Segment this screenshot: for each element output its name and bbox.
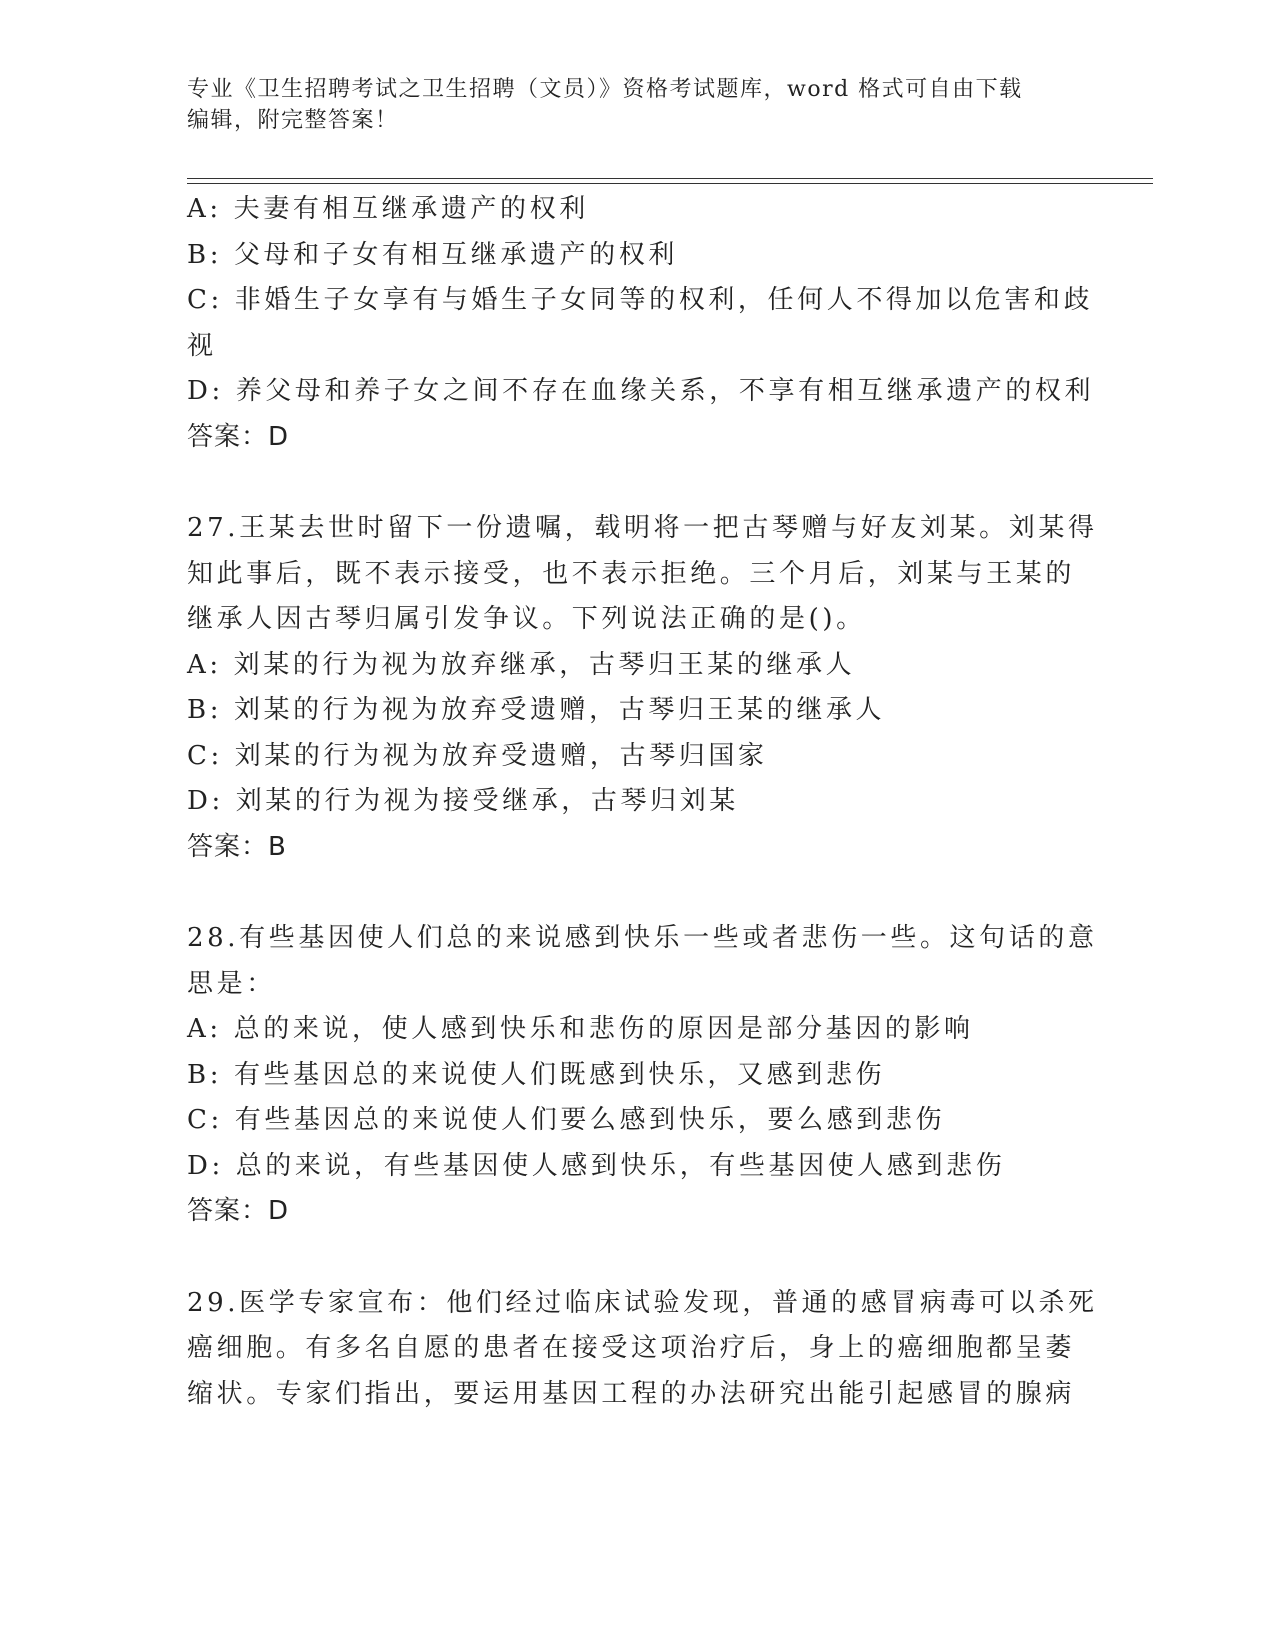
question-stem-line: 27.王某去世时留下一份遗嘱，载明将一把古琴赠与好友刘某。刘某得 [187,513,1098,543]
header-line-2: 编辑，附完整答案！ [187,108,399,133]
answer-26: 答案：D [187,421,290,452]
option-d: D: 总的来说，有些基因使人感到快乐，有些基因使人感到悲伤 [187,1150,1006,1181]
question-stem-line: 继承人因古琴归属引发争议。下列说法正确的是()。 [187,604,866,634]
question-stem-line: 28.有些基因使人们总的来说感到快乐一些或者悲伤一些。这句话的意 [187,923,1098,953]
spacer [187,460,1087,506]
question-29 [187,1281,1098,1418]
question-26 [187,187,1095,460]
option-b: B: 有些基因总的来说使人们既感到快乐，又感到悲伤 [187,1059,886,1090]
option-b: B: 刘某的行为视为放弃受遗赠，古琴归王某的继承人 [187,695,886,725]
document-header [187,74,1067,136]
answer-28: 答案：D [187,1196,290,1226]
option-a: A: 刘某的行为视为放弃继承，古琴归王某的继承人 [187,649,856,680]
option-c-continuation: 视 [187,330,217,361]
header-divider [187,178,1153,184]
question-stem-line: 29.医学专家宣布：他们经过临床试验发现，普通的感冒病毒可以杀死 [187,1287,1098,1318]
question-stem-line: 思是： [187,968,276,999]
question-content [187,187,1098,1417]
option-a: A: 总的来说，使人感到快乐和悲伤的原因是部分基因的影响 [187,1014,974,1044]
question-27 [187,506,1098,870]
option-d: D: 养父母和养子女之间不存在血缘关系，不享有相互继承遗产的权利 [187,376,1095,406]
spacer [187,870,1087,916]
spacer [187,1235,1087,1281]
option-c: C: 非婚生子女享有与婚生子女同等的权利，任何人不得加以危害和歧 [187,285,1094,315]
answer-27: 答案：B [187,831,287,862]
question-28 [187,916,1098,1235]
question-stem-line: 知此事后，既不表示接受，也不表示拒绝。三个月后，刘某与王某的 [187,558,1076,589]
option-c: C: 刘某的行为视为放弃受遗赠，古琴归国家 [187,740,768,771]
option-d: D: 刘某的行为视为接受继承，古琴归刘某 [187,786,739,816]
option-a: A: 夫妻有相互继承遗产的权利 [187,194,589,224]
question-stem-line: 缩状。专家们指出，要运用基因工程的办法研究出能引起感冒的腺病 [187,1378,1076,1409]
option-b: B: 父母和子女有相互继承遗产的权利 [187,239,678,270]
question-stem-line: 癌细胞。有多名自愿的患者在接受这项治疗后，身上的癌细胞都呈萎 [187,1333,1076,1363]
option-c: C: 有些基因总的来说使人们要么感到快乐，要么感到悲伤 [187,1105,946,1135]
header-line-1: 专业《卫生招聘考试之卫生招聘（文员）》资格考试题库，word 格式可自由下载 [187,77,1023,102]
